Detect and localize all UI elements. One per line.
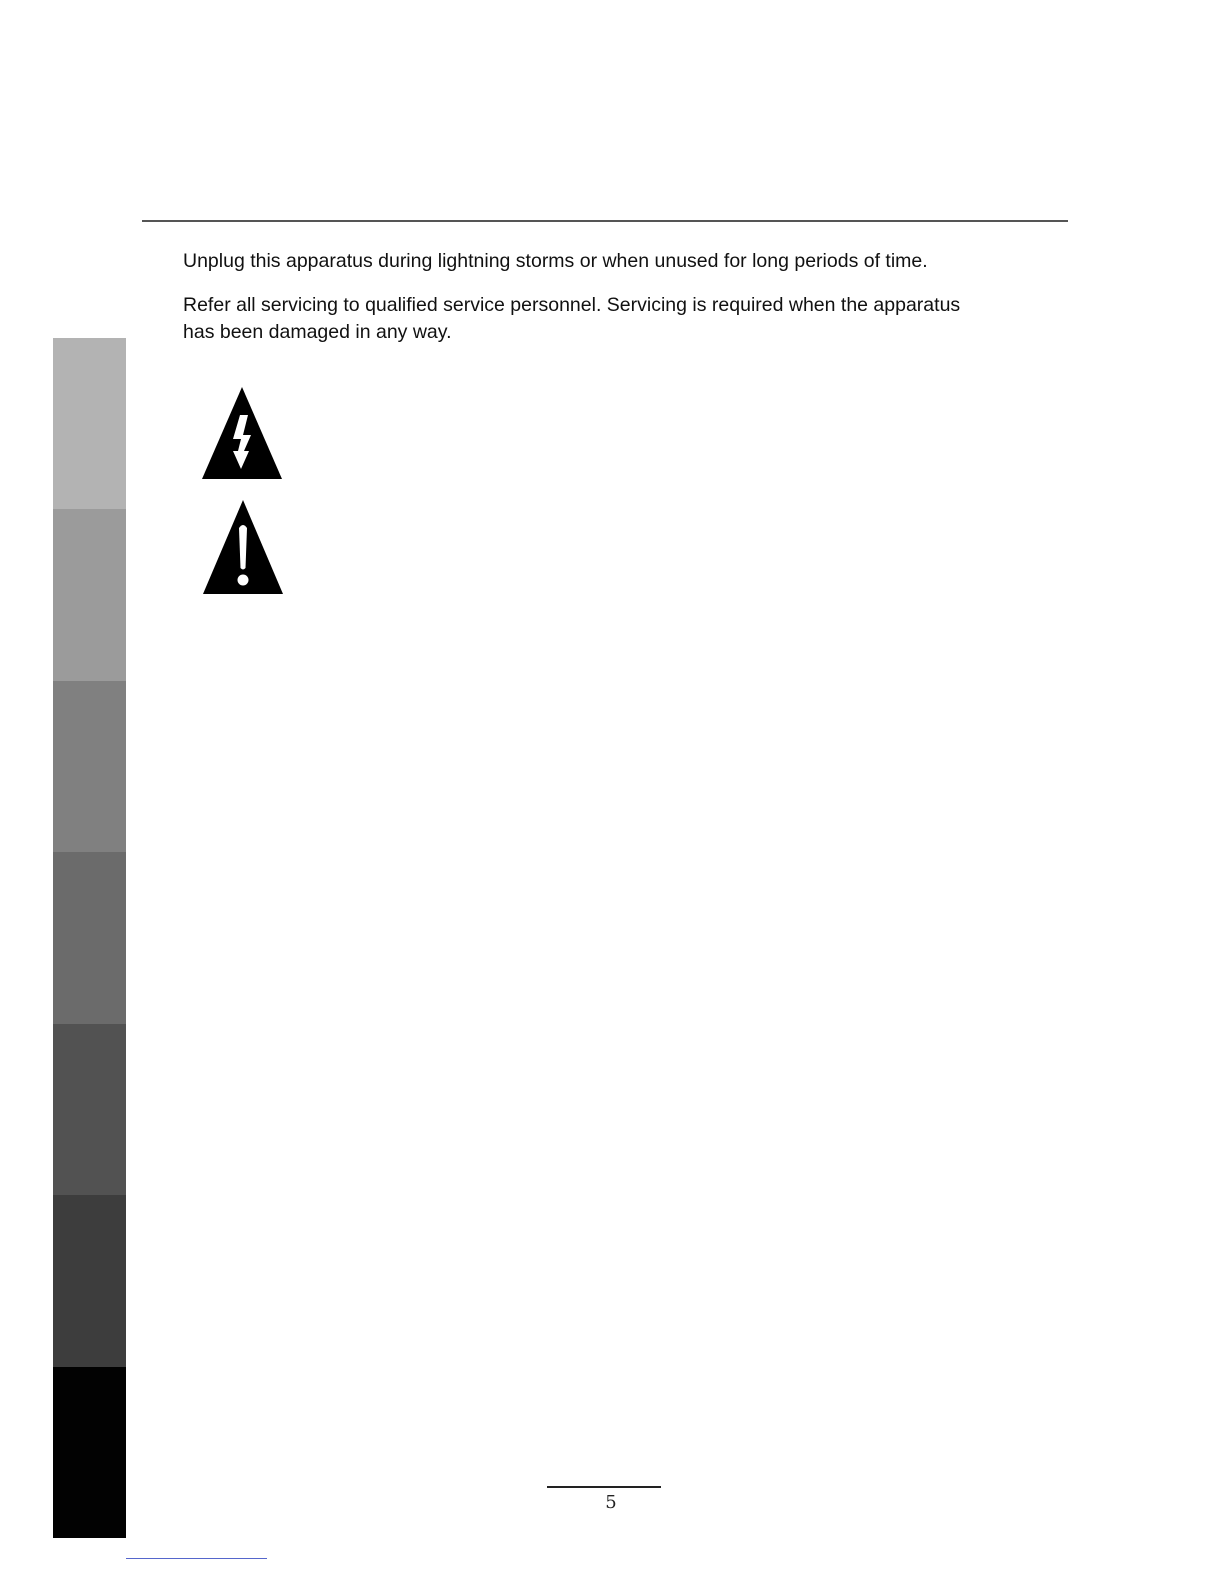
grayscale-calibration-strip (53, 338, 126, 1538)
paragraph-servicing-line-1: Refer all servicing to qualified service personnel. Servicing is required when the apparatus (183, 294, 961, 316)
page-number: 5 (605, 1492, 617, 1513)
footer-divider (547, 1486, 661, 1488)
gray-swatch-4 (53, 852, 126, 1023)
gray-swatch-1 (53, 338, 126, 509)
gray-swatch-3 (53, 681, 126, 852)
gray-swatch-2 (53, 509, 126, 680)
header-divider (142, 220, 1068, 222)
gray-swatch-5 (53, 1024, 126, 1195)
paragraph-unplug-text: Unplug this apparatus during lightning storms or when unused for long periods of time. (183, 250, 928, 272)
bottom-link-underline (126, 1558, 267, 1559)
gray-swatch-7 (53, 1367, 126, 1538)
lightning-warning-icon (200, 385, 284, 481)
paragraph-servicing (183, 292, 960, 346)
gray-swatch-6 (53, 1195, 126, 1366)
exclamation-warning-icon (201, 498, 285, 596)
paragraph-unplug (183, 248, 928, 275)
paragraph-servicing-line-2: has been damaged in any way. (183, 321, 452, 343)
